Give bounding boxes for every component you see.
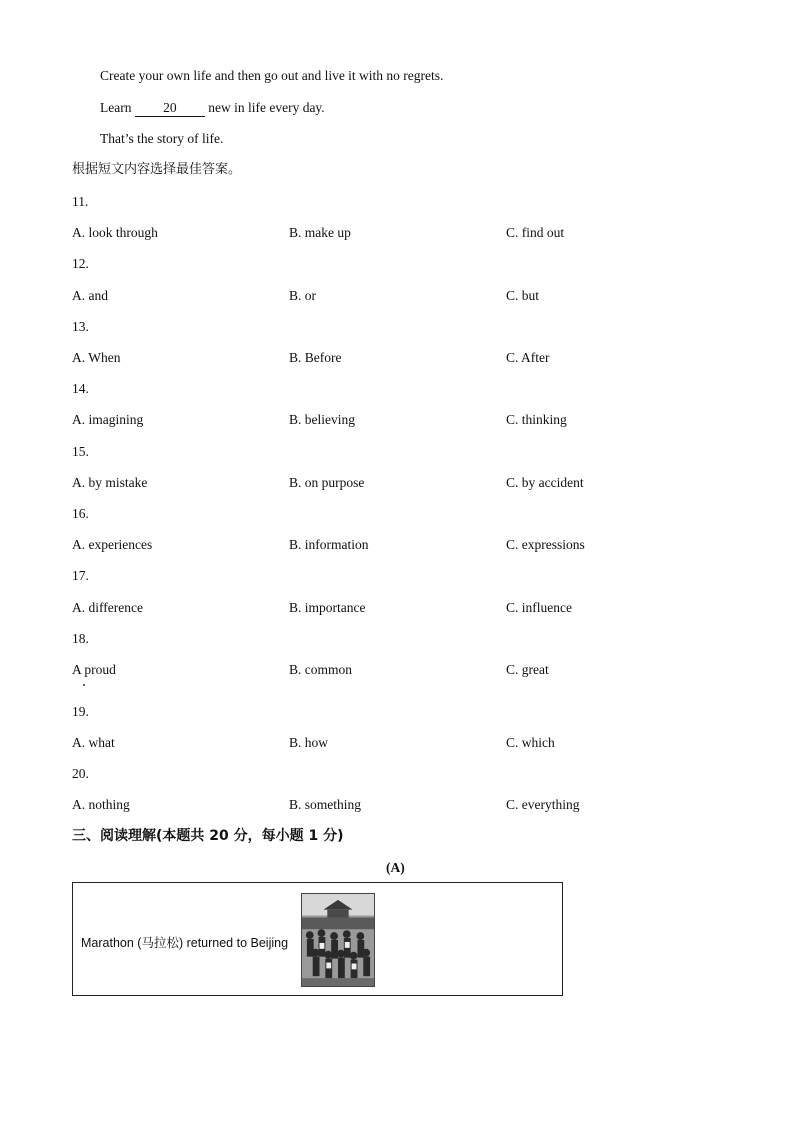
option-b[interactable]: B. or [289,288,316,303]
option-c[interactable]: C. find out [506,225,565,240]
question-number: 14. [72,381,89,396]
passage-line-2-prefix: Learn [100,100,132,115]
question-number: 19. [72,704,89,719]
option-b[interactable]: B. on purpose [289,475,365,490]
option-a[interactable]: A. imagining [72,412,144,427]
option-c[interactable]: C. by accident [506,475,584,490]
passage-line-1: Create your own life and then go out and live it with no regrets. [100,68,444,83]
passage-line-2-suffix: new in life every day. [208,100,325,115]
question-number: 20. [72,766,89,781]
question-number: 13. [72,319,89,334]
box-title [81,933,288,951]
stray-dot [83,684,85,686]
question-number: 15. [72,444,89,459]
option-a[interactable]: A. and [72,288,108,303]
instruction: 根据短文内容选择最佳答案。 [72,162,242,177]
answer-blank-20: 20 [135,100,205,117]
option-b[interactable]: B. common [289,662,352,677]
option-b[interactable]: B. make up [289,225,351,240]
option-c[interactable]: C. thinking [506,412,567,427]
option-b[interactable]: B. importance [289,600,366,615]
passage-line-3: That’s the story of life. [100,131,224,146]
option-a[interactable]: A. by mistake [72,475,148,490]
question-number: 12. [72,256,89,271]
question-number: 16. [72,506,89,521]
option-b[interactable]: B. how [289,735,329,750]
option-c[interactable]: C. which [506,735,555,750]
option-b[interactable]: B. information [289,537,369,552]
option-b[interactable]: B. something [289,797,362,812]
option-a[interactable]: A. what [72,735,115,750]
box-title-text: Marathon (马拉松) returned to Beijing [81,936,289,950]
option-c[interactable]: C. everything [506,797,580,812]
passage-line-2 [100,100,325,117]
option-a[interactable]: A. look through [72,225,158,240]
option-a[interactable]: A. difference [72,600,143,615]
section-title: 三、阅读理解(本题共 20 分，每小题 1 分) [72,828,344,844]
question-number: 18. [72,631,89,646]
option-c[interactable]: C. but [506,288,540,303]
option-c[interactable]: C. great [506,662,549,677]
option-b[interactable]: B. believing [289,412,355,427]
marathon-photo-icon [301,893,375,987]
option-c[interactable]: C. After [506,350,550,365]
option-a[interactable]: A. nothing [72,797,130,812]
question-number: 17. [72,568,89,583]
part-label: (A) [386,860,405,875]
option-c[interactable]: C. expressions [506,537,585,552]
option-c[interactable]: C. influence [506,600,572,615]
option-a[interactable]: A. When [72,350,121,365]
question-number: 11. [72,194,89,209]
option-b[interactable]: B. Before [289,350,342,365]
option-a[interactable]: A. experiences [72,537,153,552]
option-a[interactable]: A proud [72,662,116,677]
reading-passage-box [72,882,563,996]
